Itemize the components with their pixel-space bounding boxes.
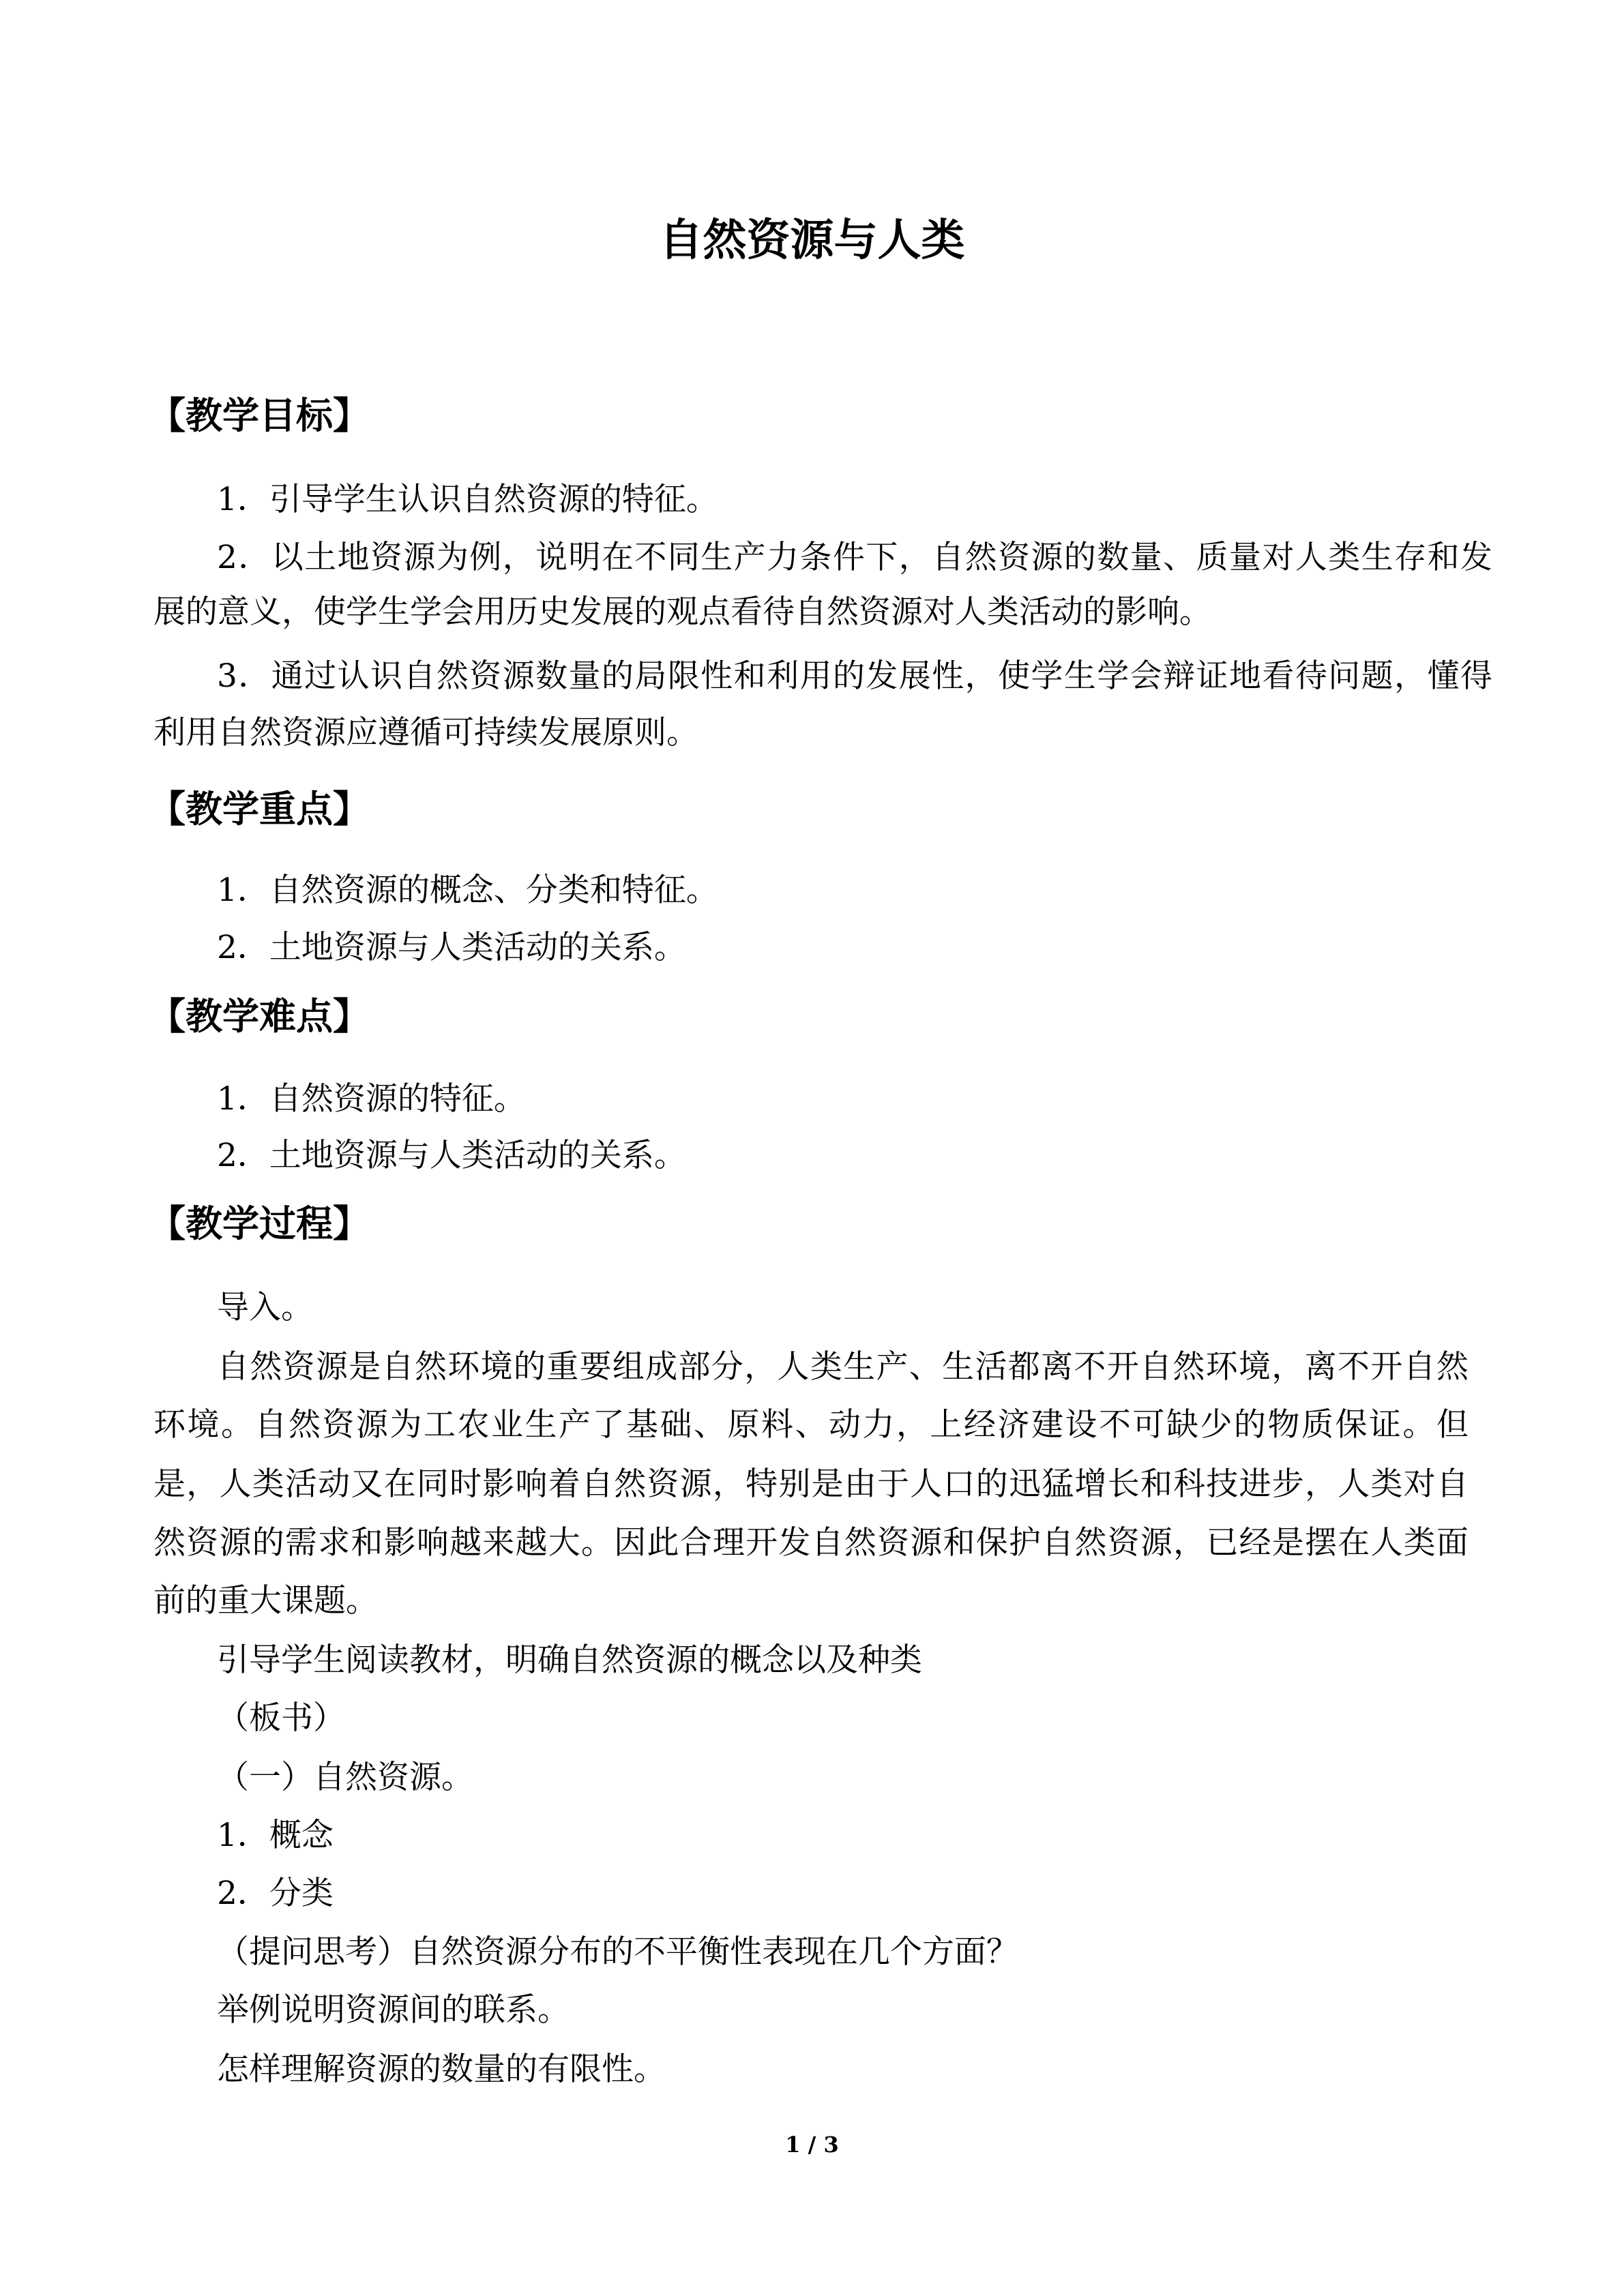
key-point-line: 2．土地资源与人类活动的关系。	[217, 929, 686, 966]
process-line: 举例说明资源间的联系。	[217, 1991, 570, 2029]
objective-line: 2．以土地资源为例，说明在不同生产力条件下，自然资源的数量、质量对人类生存和发	[217, 539, 1492, 576]
process-line: 是，人类活动又在同时影响着自然资源，特别是由于人口的迅猛增长和科技进步，人类对自	[153, 1465, 1468, 1503]
process-line: 怎样理解资源的数量的有限性。	[217, 2051, 666, 2088]
process-line: 前的重大课题。	[153, 1582, 378, 1620]
process-line: 自然资源是自然环境的重要组成部分，人类生产、生活都离不开自然环境，离不开自然	[217, 1348, 1468, 1386]
process-line: （提问思考）自然资源分布的不平衡性表现在几个方面？	[217, 1933, 1018, 1971]
process-line: 1．概念	[217, 1817, 334, 1854]
section-heading-difficulties: 【教学难点】	[149, 995, 370, 1038]
objective-line: 利用自然资源应遵循可持续发展原则。	[153, 714, 698, 751]
process-line: 2．分类	[217, 1875, 334, 1912]
objective-line: 展的意义，使学生学会用历史发展的观点看待自然资源对人类活动的影响。	[153, 593, 1211, 631]
objective-line: 1．引导学生认识自然资源的特征。	[217, 481, 718, 518]
key-point-line: 1．自然资源的概念、分类和特征。	[217, 871, 718, 909]
process-line: 然资源的需求和影响越来越大。因此合理开发自然资源和保护自然资源，已经是摆在人类面	[153, 1524, 1468, 1562]
objective-line: 3．通过认识自然资源数量的局限性和利用的发展性，使学生学会辩证地看待问题，懂得	[217, 657, 1492, 695]
process-line: （一）自然资源。	[217, 1759, 473, 1796]
section-heading-key-points: 【教学重点】	[149, 788, 370, 831]
difficulty-line: 1．自然资源的特征。	[217, 1080, 526, 1118]
process-line: （板书）	[217, 1699, 345, 1737]
difficulty-line: 2．土地资源与人类活动的关系。	[217, 1137, 686, 1174]
process-line: 引导学生阅读教材，明确自然资源的概念以及种类	[217, 1641, 922, 1679]
document-title: 自然资源与人类	[659, 215, 965, 266]
process-line: 环境。自然资源为工农业生产了基础、原料、动力，上经济建设不可缺少的物质保证。但	[153, 1406, 1468, 1444]
page-number: 1 / 3	[785, 2132, 839, 2158]
process-line: 导入。	[217, 1289, 313, 1326]
section-heading-process: 【教学过程】	[149, 1202, 370, 1245]
section-heading-objectives: 【教学目标】	[149, 394, 370, 437]
